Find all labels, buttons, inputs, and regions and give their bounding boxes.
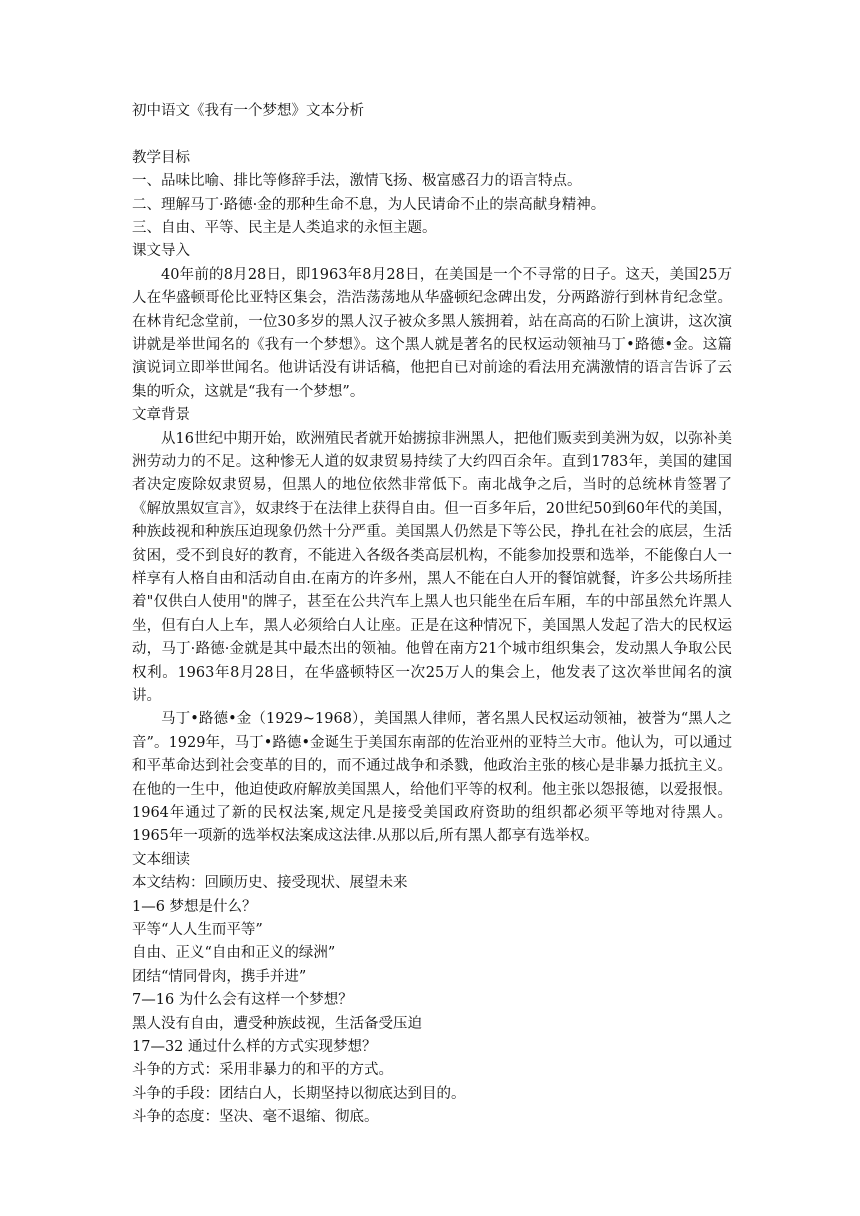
background-paragraph: 从16世纪中期开始，欧洲殖民者就开始掳掠非洲黑人，把他们贩卖到美洲为奴，以弥补美洲劳动力的不足。这种惨无人道的奴隶贸易持续了大约四百余年。直到1783年，美国的建国者决定废除奴隶贸易，但黑人的地位依然非常低下。南北战争之后，当时的总统林肯签署了《解放黑奴宣言》，奴隶终于在法律上获得自由。但一百多年后，20世纪50到60年代的美国，种族歧视和种族压迫现象仍然十分严重。美国黑人仍然是下等公民，挣扎在社会的底层，生活贫困，受不到良好的教育，不能进入各级各类高层机构，不能参加投票和选举，不能像白人一样享有人格自由和活动自由.在南方的许多州，黑人不能在白人开的餐馆就餐，许多公共场所挂着"仅供白人使用"的牌子，甚至在公共汽车上黑人也只能坐在后车厢，车的中部虽然允许黑人坐，但有白人上车，黑人必须给白人让座。正是在这种情况下，美国黑人发起了浩大的民权运动，马丁·路德·金就是其中最杰出的领袖。他曾在南方21个城市组织集会，发动黑人争取公民权利。1963年8月28日，在华盛顿特区一次25万人的集会上，他发表了这次举世闻名的演讲。 — [132, 430, 732, 705]
reading-line: 斗争的态度：坚决、毫不退缩、彻底。 — [132, 1109, 379, 1126]
reading-line: 斗争的方式：采用非暴力的和平的方式。 — [132, 1062, 393, 1079]
goal-item: 一、品味比喻、排比等修辞手法，激情飞扬、极富感召力的语言特点。 — [132, 173, 582, 190]
reading-line: 平等“人人生而平等” — [132, 922, 263, 939]
reading-line: 自由、正义“自由和正义的绿洲” — [132, 945, 336, 962]
intro-paragraph: 40年前的8月28日，即1963年8月28日，在美国是一个不寻常的日子。这天，美国25万人在华盛顿哥伦比亚特区集会，浩浩荡荡地从华盛顿纪念碑出发，分两路游行到林肯纪念堂。在林肯纪念堂前，一位30多岁的黑人汉子被众多黑人簇拥着，站在高高的石阶上演讲，这次演讲就是举世闻名的《我有一个梦想》。这个黑人就是著名的民权运动领袖马丁•路德•金。这篇演说词立即举世闻名。他讲话没有讲话稿，他把自已对前途的看法用充满激情的语言告诉了云集的听众，这就是“我有一个梦想”。 — [132, 266, 732, 400]
document-title: 初中语文《我有一个梦想》文本分析 — [132, 103, 364, 119]
reading-line: 团结“情同骨肉，携手并进” — [132, 968, 307, 985]
reading-line: 7—16 为什么会有这样一个梦想？ — [132, 992, 353, 1009]
goal-item: 三、自由、平等、民主是人类追求的永恒主题。 — [132, 219, 437, 236]
intro-heading: 课文导入 — [132, 243, 190, 260]
reading-line: 黑人没有自由，遭受种族歧视，生活备受压迫 — [132, 1015, 422, 1032]
goals-heading: 教学目标 — [132, 149, 190, 166]
goal-item: 二、理解马丁·路德·金的那种生命不息，为人民请命不止的崇高献身精神。 — [132, 196, 606, 213]
reading-line: 1—6 梦想是什么？ — [132, 898, 257, 915]
reading-heading: 文本细读 — [132, 851, 190, 868]
reading-line: 17—32 通过什么样的方式实现梦想？ — [132, 1039, 377, 1055]
reading-line: 斗争的手段：团结白人，长期坚持以彻底达到目的。 — [132, 1085, 466, 1102]
reading-line: 本文结构：回顾历史、接受现状、展望未来 — [132, 875, 408, 892]
background-heading: 文章背景 — [132, 407, 190, 424]
document-body — [132, 100, 732, 1130]
biography-paragraph: 马丁•路德•金（1929~1968），美国黑人律师，著名黑人民权运动领袖，被誉为“黑人之音”。1929年，马丁•路德•金诞生于美国东南部的佐治亚州的亚特兰大市。他认为，可以通过和平革命达到社会变革的目的，而不通过战争和杀戮，他政治主张的核心是非暴力抵抗主义。在他的一生中，他迫使政府解放美国黑人，给他们平等的权利。他主张以怨报德，以爱报恨。1964年通过了新的民权法案,规定凡是接受美国政府资助的组织都必须平等地对待黑人。1965年一项新的选举权法案成这法律.从那以后,所有黑人都享有选举权。 — [132, 711, 732, 845]
